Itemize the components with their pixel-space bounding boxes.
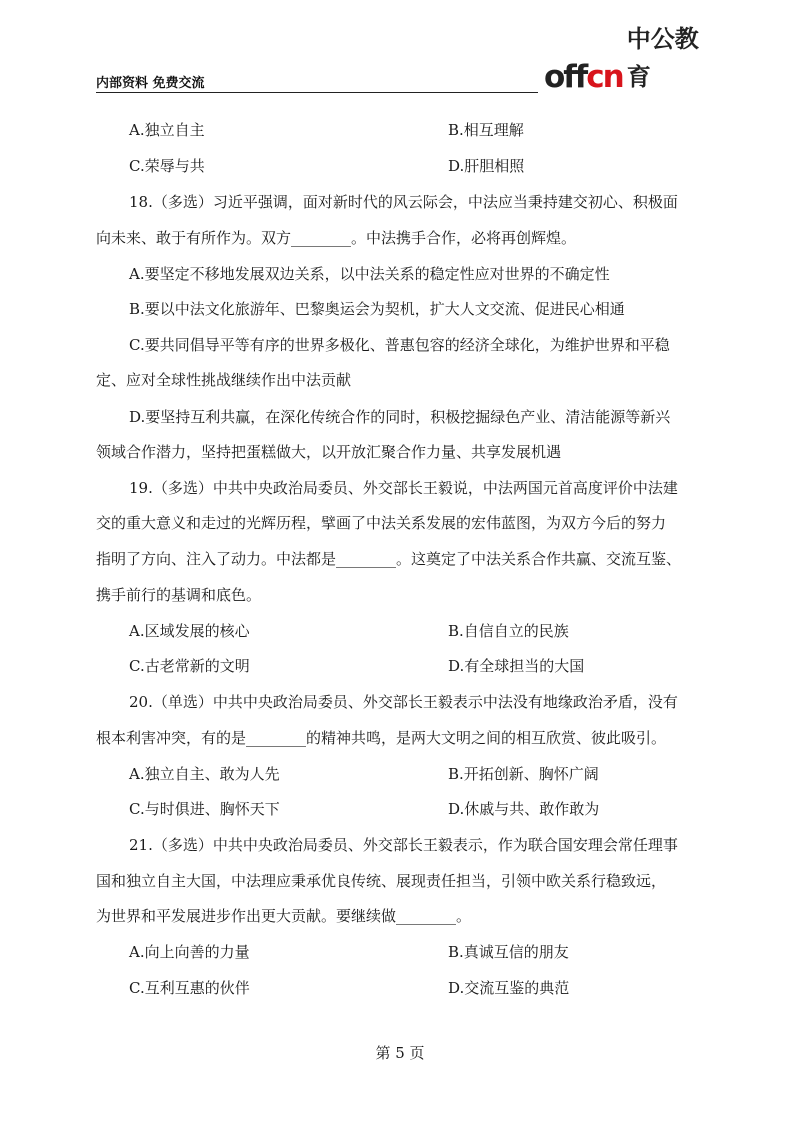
q18-option-b: B.要以中法文化旅游年、巴黎奥运会为契机，扩大人文交流、促进民心相通 [129,300,625,318]
q20-option-a: A.独立自主、敢为人先 [129,765,280,783]
q19-option-c: C.古老常新的文明 [129,657,250,675]
logo-chinese: 中公教育 [626,25,699,91]
q21-option-b: B.真诚互信的朋友 [448,943,569,961]
q19-stem-line-2: 交的重大意义和走过的光辉历程，擘画了中法关系发展的宏伟蓝图，为双方今后的努力 [96,514,667,532]
q21-stem-line-3: 为世界和平发展进步作出更大贡献。要继续做________。 [96,907,472,925]
q18-option-a: A.要坚定不移地发展双边关系，以中法关系的稳定性应对世界的不确定性 [129,265,610,283]
q21-option-a: A.向上向善的力量 [129,943,250,961]
q21-stem-line-1: 21.（多选）中共中央政治局委员、外交部长王毅表示，作为联合国安理会常任理事 [129,836,678,854]
q18-stem-line-2: 向未来、敢于有所作为。双方________。中法携手合作，必将再创辉煌。 [96,229,577,247]
q17-option-b: B.相互理解 [448,121,524,139]
q17-option-c: C.荣辱与共 [129,157,205,175]
page-header [96,25,706,98]
q19-stem-line-3: 指明了方向、注入了动力。中法都是________。这奠定了中法关系合作共赢、交流互鉴、 [96,550,682,568]
q19-option-a: A.区域发展的核心 [129,622,250,640]
q18-stem-line-1: 18.（多选）习近平强调，面对新时代的风云际会，中法应当秉持建交初心、积极面 [129,193,678,211]
q21-option-d: D.交流互鉴的典范 [448,979,570,997]
q20-option-d: D.休戚与共、敢作敢为 [448,800,600,818]
q19-option-d: D.有全球担当的大国 [448,657,585,675]
q21-stem-line-2: 国和独立自主大国，中法理应秉承优良传统、展现责任担当，引领中欧关系行稳致远， [96,872,667,890]
q19-stem-line-1: 19.（多选）中共中央政治局委员、外交部长王毅说，中法两国元首高度评价中法建 [129,479,678,497]
q17-option-a: A.独立自主 [129,121,205,139]
logo-latin-a: off [544,59,587,95]
q18-option-c-line-2: 定、应对全球性挑战继续作出中法贡献 [96,371,352,389]
header-note: 内部资料 免费交流 [96,76,205,91]
q19-option-b: B.自信自立的民族 [448,622,569,640]
q18-option-c-line-1: C.要共同倡导平等有序的世界多极化、普惠包容的经济全球化，为维护世界和平稳 [129,336,670,354]
offcn-logo [544,25,706,96]
q21-option-c: C.互利互惠的伙伴 [129,979,250,997]
header-rule [96,92,538,93]
q20-stem-line-1: 20.（单选）中共中央政治局委员、外交部长王毅表示中法没有地缘政治矛盾，没有 [129,693,678,711]
q18-option-d-line-1: D.要坚持互利共赢，在深化传统合作的同时，积极挖掘绿色产业、清洁能源等新兴 [129,408,671,426]
q18-option-d-line-2: 领域合作潜力，坚持把蛋糕做大，以开放汇聚合作力量、共享发展机遇 [96,443,562,461]
q20-stem-line-2: 根本利害冲突，有的是________的精神共鸣，是两大文明之间的相互欣赏、彼此吸引。 [96,729,667,747]
q19-stem-line-4: 携手前行的基调和底色。 [96,586,262,604]
logo-latin-b: cn [586,59,623,95]
q20-option-c: C.与时俱进、胸怀天下 [129,800,280,818]
logo-latin [544,58,623,96]
q20-option-b: B.开拓创新、胸怀广阔 [448,765,599,783]
q17-option-d: D.肝胆相照 [448,157,525,175]
page-number: 第 5 页 [375,1044,425,1062]
